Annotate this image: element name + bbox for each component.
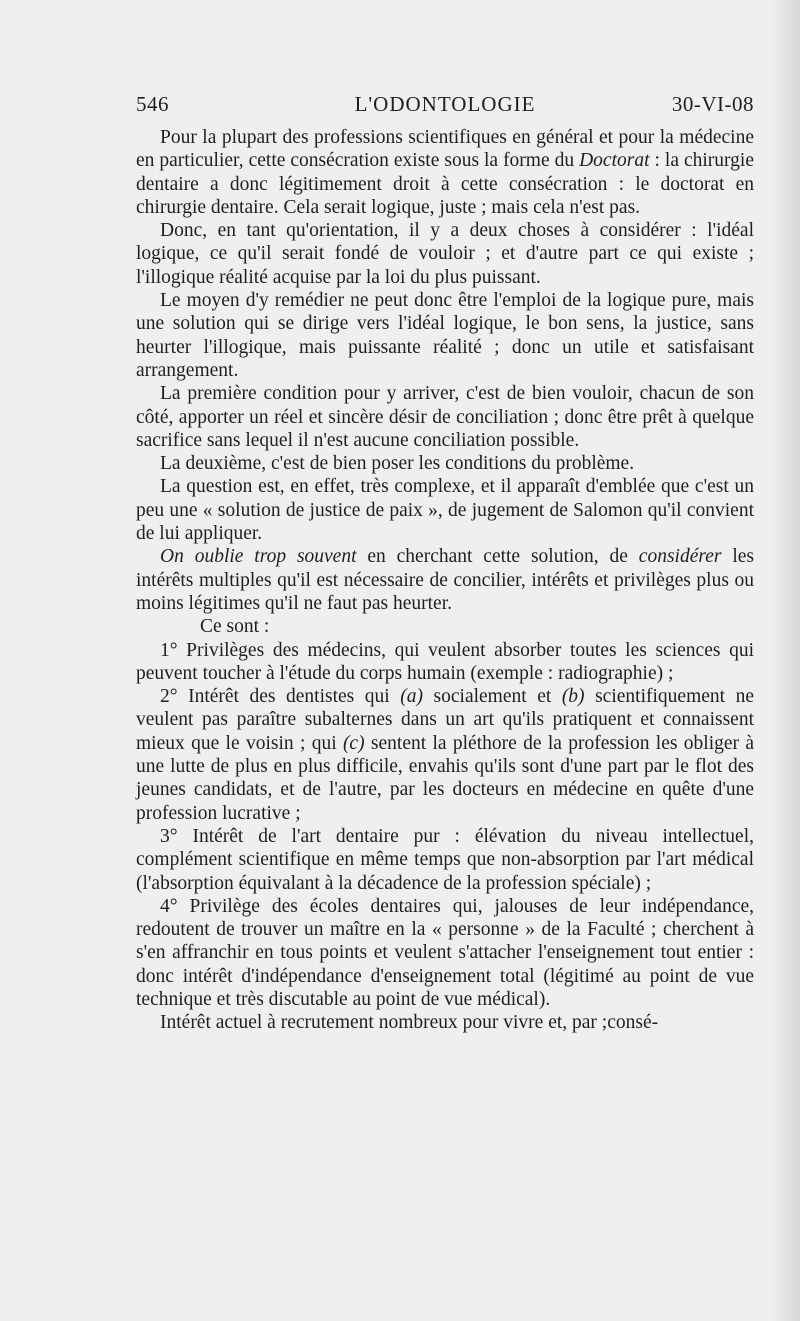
journal-title: L'ODONTOLOGIE [354,92,536,116]
paragraph-doctorat: Pour la plupart des professions scientifiques en général et pour la médecine en particulier, cette consécration existe sous la forme du Doctorat : la chirurgie dentaire a donc légitimement droit à cette consécration : le doctorat en chirurgie dentaire. Cela serait logique, juste ; mais cela n'est pas. [136,127,754,218]
emphasis-on-oublie: On oublie trop souvent [160,546,357,568]
list-item-2: 2° Intérêt des dentistes qui (a) socialement et (b) scientifiquement ne veulent pas paraître subalternes dans un art qu'ils pratiquent et connaissent mieux que le voisin ; qui (c) sentent la pléthore de la profession les obliger à une lutte de plus en plus difficile, envahis qu'ils sont d'une part par le flot des jeunes candidats, et de l'autre, par les docteurs en médecine en quête d'une profession lucrative ; [136,686,754,824]
paragraph-ce-sont: Ce sont : [200,616,270,638]
paragraph-orientation: Donc, en tant qu'orientation, il y a deux choses à considérer : l'idéal logique, ce qu'il serait fondé de vouloir ; et d'autre part ce qui existe ; l'illogique réalité acquise par la loi du plus puissant. [136,220,754,288]
page-edge-shadow [770,0,800,1321]
marker-c: (c) [342,732,365,754]
paragraph-remedy: Le moyen d'y remédier ne peut donc être l'emploi de la logique pure, mais une solution qui se dirige vers l'idéal logique, le bon sens, la justice, sans heurter l'illogique, mais puissante réalité ; donc un utile et satisfaisant arrangement. [136,290,754,381]
issue-date: 30-VI-08 [671,92,754,116]
emphasis-considerer: considérer [638,546,722,568]
paragraph-question: La question est, en effet, très complexe, et il apparaît d'emblée que c'est un peu une « solution de justice de paix », de jugement de Salomon qu'il convient de lui appliquer. [136,476,754,545]
marker-b: (b) [561,686,585,708]
running-header [136,92,754,118]
page-number: 546 [136,92,169,116]
list-item-3: 3° Intérêt de l'art dentaire pur : élévation du niveau intellectuel, complément scientifique en même temps que non-absorption par l'art médical (l'absorption équivalant à la décadence de la profession spéciale) ; [136,825,754,894]
paragraph-interests: On oublie trop souvent en cherchant cette solution, de considérer les intérêts multiples qu'il est nécessaire de concilier, intérêts et privilèges plus ou moins légitimes qu'il ne faut pas heurter. [136,546,755,614]
article-body [136,126,754,1035]
paragraph-recruitment: Intérêt actuel à recrutement nombreux pour vivre et, par ;consé- [160,1012,659,1034]
emphasis-doctorat: Doctorat [579,150,650,172]
marker-a: (a) [400,686,423,708]
paragraph-second-condition: La deuxième, c'est de bien poser les conditions du problème. [160,453,635,475]
paragraph-first-condition: La première condition pour y arriver, c'est de bien vouloir, chacun de son côté, apporter un réel et sincère désir de conciliation ; donc être prêt à quelque sacrifice sans lequel il n'est aucune conciliation possible. [136,383,754,451]
list-item-4: 4° Privilège des écoles dentaires qui, jalouses de leur indépendance, redoutent de trouver un maître en la « personne » de la Faculté ; cherchent à s'en affranchir en tous points et veulent s'attacher l'enseignement tout entier : donc intérêt d'indépendance d'enseignement total (légitimé au point de vue technique et très discutable au point de vue médical). [136,895,754,1010]
list-item-1: 1° Privilèges des médecins, qui veulent absorber toutes les sciences qui peuvent toucher à l'étude du corps humain (exemple : radiographie) ; [136,639,754,684]
